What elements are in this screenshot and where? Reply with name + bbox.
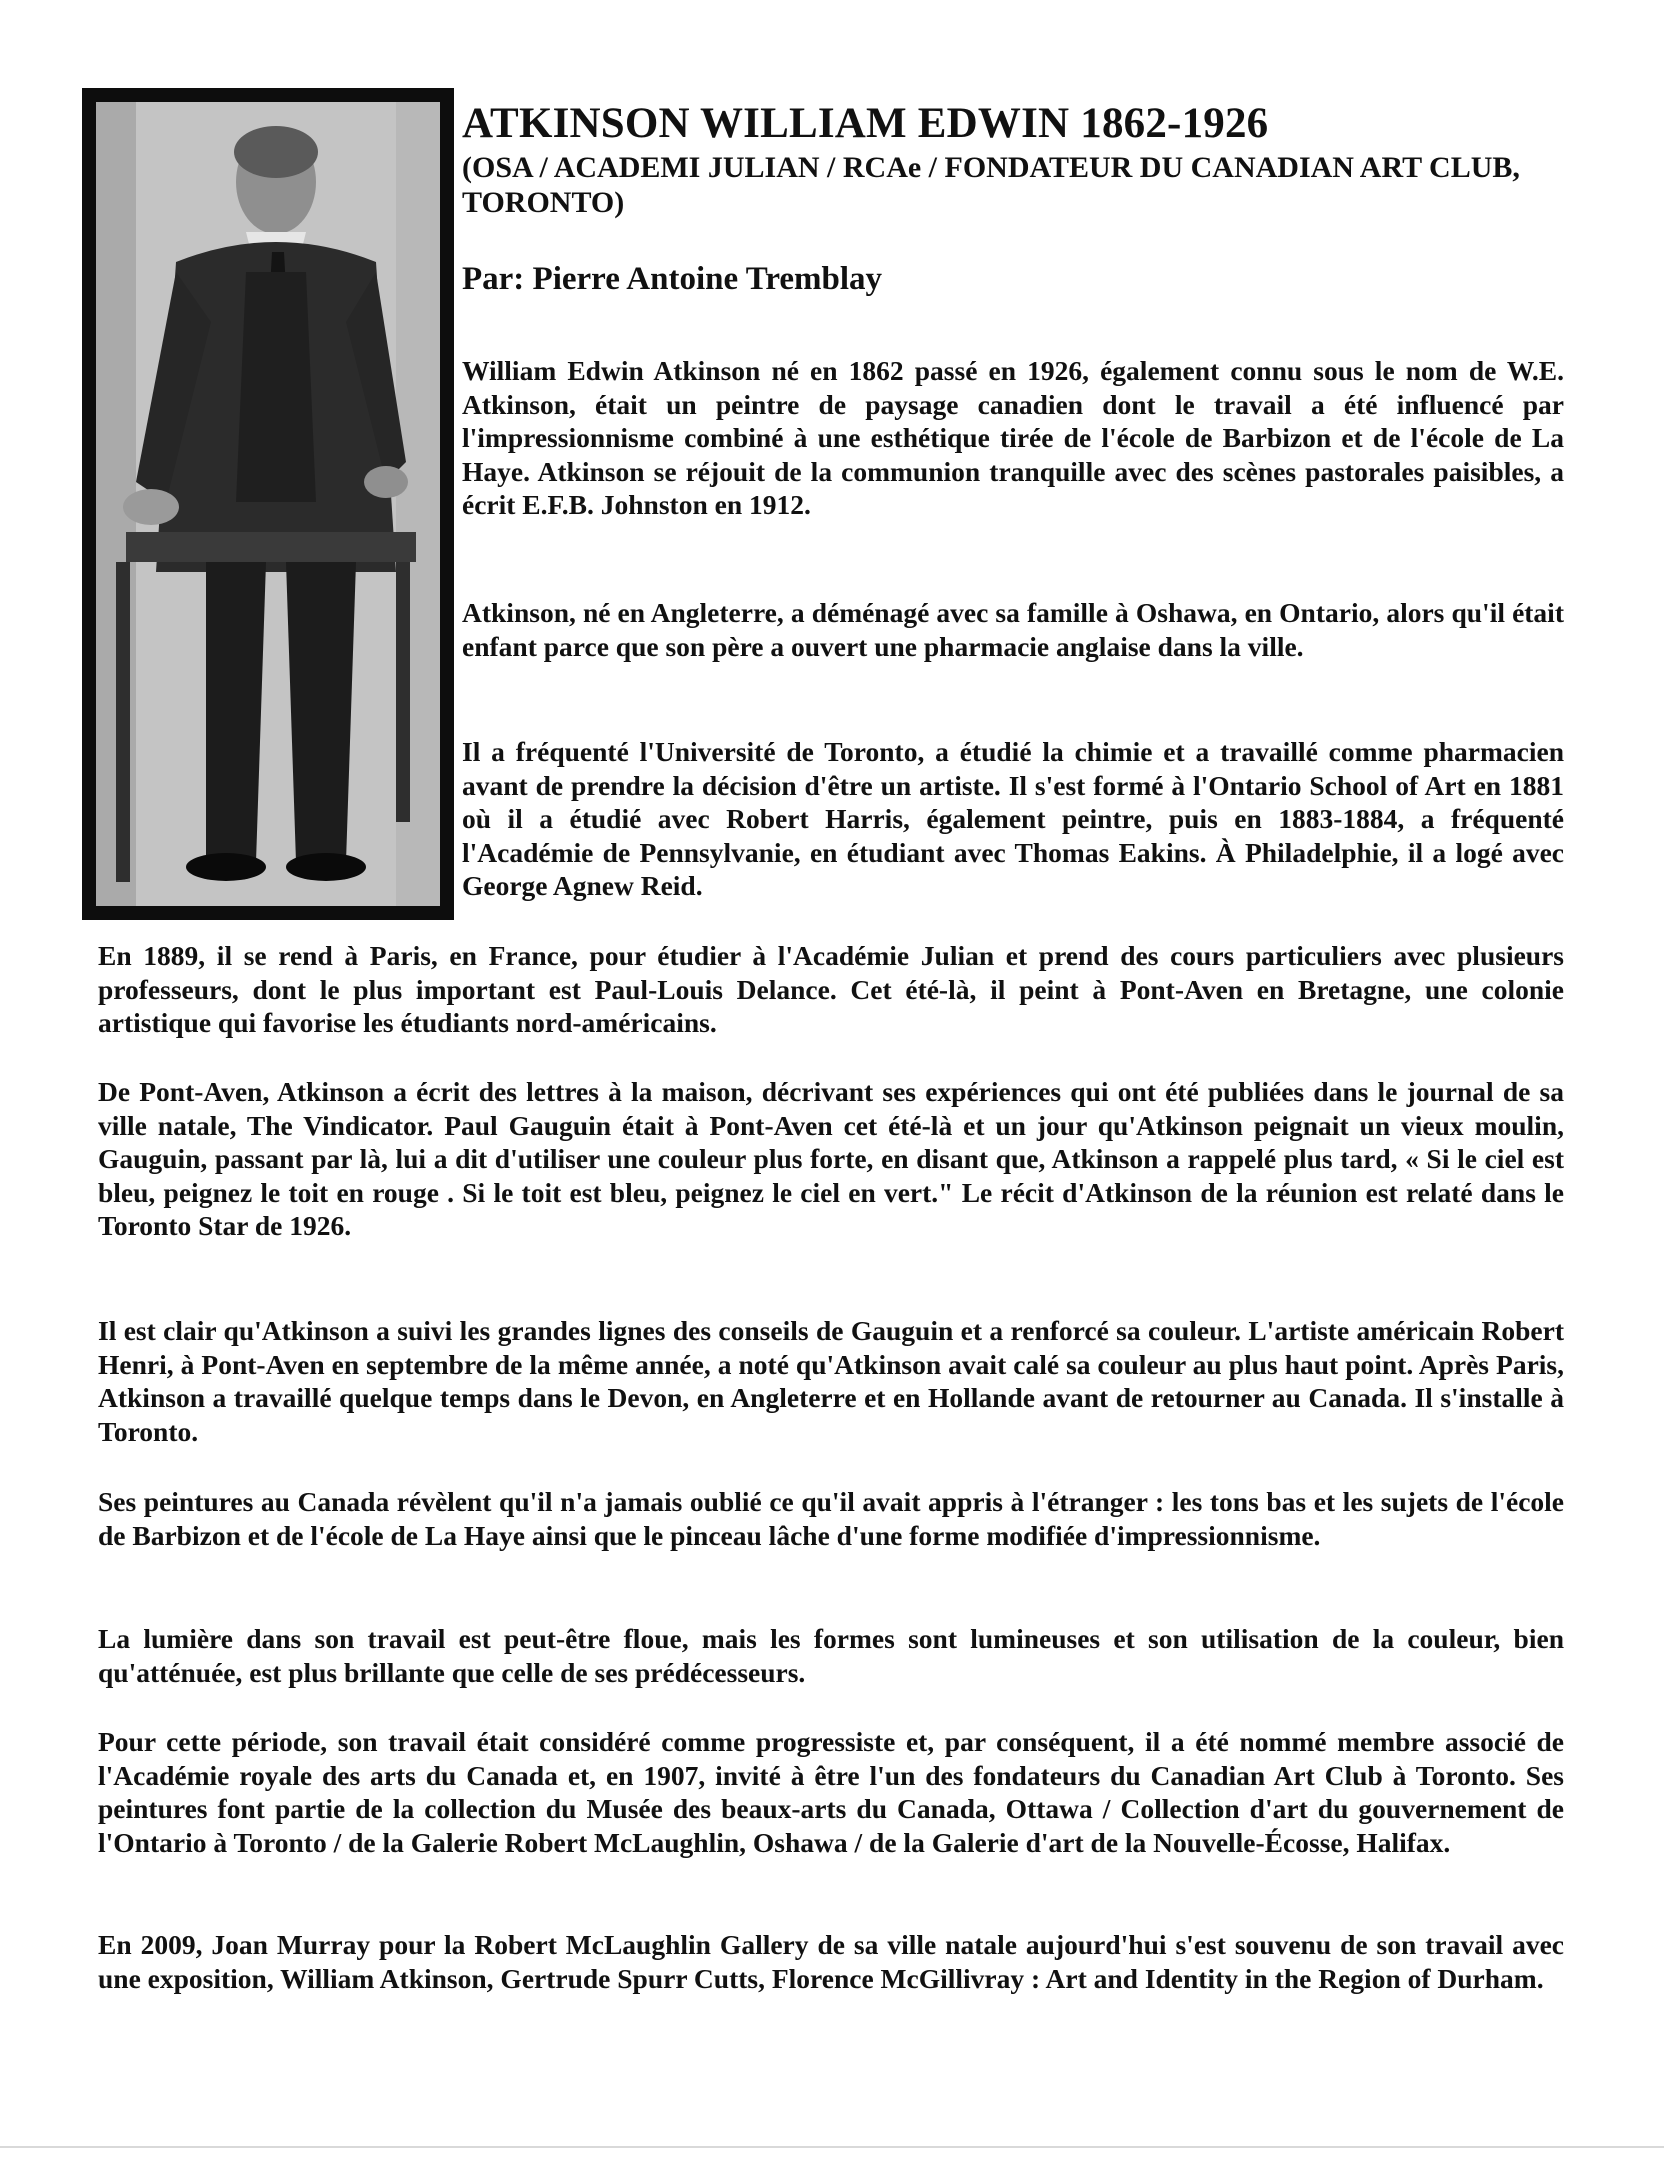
paragraph-3: Il a fréquenté l'Université de Toronto, a étudié la chimie et a travaillé comme pharmacien avant de prendre la décision d'être un artiste. Il s'est formé à l'Ontario School of Art en 1881 où il a étudié avec Robert Harris, également peintre, puis en 1883-1884, a fréquenté l'Académie de Pennsylvanie, en étudiant avec Thomas Eakins. À Philadelphie, il a logé avec George Agnew Reid. (462, 736, 1564, 902)
portrait-figure-icon (96, 102, 440, 906)
article-byline: Par: Pierre Antoine Tremblay (462, 261, 883, 297)
portrait-photo-frame (82, 88, 454, 920)
article-subtitle: (OSA / ACADEMI JULIAN / RCAe / FONDATEUR DU CANADIAN ART CLUB, TORONTO) (462, 151, 1520, 219)
paragraph-2: Atkinson, né en Angleterre, a déménagé avec sa famille à Oshawa, en Ontario, alors qu'il était enfant parce que son père a ouvert une pharmacie anglaise dans la ville. (462, 597, 1564, 662)
paragraph-9: Pour cette période, son travail était considéré comme progressiste et, par conséquent, il a été nommé membre associé de l'Académie royale des arts du Canada et, en 1907, invité à être l'un des fondateurs du Canadian Art Club à Toronto. Ses peintures font partie de la collection du Musée des beaux-arts du Canada, Ottawa / Collection d'art du gouvernement de l'Ontario à Toronto / de la Galerie Robert McLaughlin, Oshawa / de la Galerie d'art de la Nouvelle-Écosse, Halifax. (98, 1726, 1564, 1858)
page-bottom-edge (0, 2146, 1664, 2148)
article-header (462, 100, 1582, 298)
paragraph-4: En 1889, il se rend à Paris, en France, pour étudier à l'Académie Julian et prend des cours particuliers avec plusieurs professeurs, dont le plus important est Paul-Louis Delance. Cet été-là, il peint à Pont-Aven en Bretagne, une colonie artistique qui favorise les étudiants nord-américains. (98, 940, 1564, 1039)
paragraph-6: Il est clair qu'Atkinson a suivi les grandes lignes des conseils de Gauguin et a renforcé sa couleur. L'artiste américain Robert Henri, à Pont-Aven en septembre de la même année, a noté qu'Atkinson avait calé sa couleur au plus haut point. Après Paris, Atkinson a travaillé quelque temps dans le Devon, en Angleterre et en Hollande avant de retourner au Canada. Il s'installe à Toronto. (98, 1315, 1564, 1447)
paragraph-10: En 2009, Joan Murray pour la Robert McLaughlin Gallery de sa ville natale aujourd'hui s'est souvenu de son travail avec une exposition, William Atkinson, Gertrude Spurr Cutts, Florence McGillivray : Art and Identity in the Region of Durham. (98, 1929, 1564, 1994)
paragraph-5: De Pont-Aven, Atkinson a écrit des lettres à la maison, décrivant ses expériences qui ont été publiées dans le journal de sa ville natale, The Vindicator. Paul Gauguin était à Pont-Aven cet été-là et un jour qu'Atkinson peignait un vieux moulin, Gauguin, passant par là, lui a dit d'utiliser une couleur plus forte, en disant que, Atkinson a rappelé plus tard, « Si le ciel est bleu, peignez le toit en rouge . Si le toit est bleu, peignez le ciel en vert." Le récit d'Atkinson de la réunion est relaté dans le Toronto Star de 1926. (98, 1076, 1564, 1242)
paragraph-7: Ses peintures au Canada révèlent qu'il n'a jamais oublié ce qu'il avait appris à l'étranger : les tons bas et les sujets de l'école de Barbizon et de l'école de La Haye ainsi que le pinceau lâche d'une forme modifiée d'impressionnisme. (98, 1486, 1564, 1551)
paragraph-1: William Edwin Atkinson né en 1862 passé en 1926, également connu sous le nom de W.E. Atkinson, était un peintre de paysage canadien dont le travail a été influencé par l'impressionnisme combiné à une esthétique tirée de l'école de Barbizon et de l'école de La Haye. Atkinson se réjouit de la communion tranquille avec des scènes pastorales paisibles, a écrit E.F.B. Johnston en 1912. (462, 355, 1564, 521)
article-title: ATKINSON WILLIAM EDWIN 1862-1926 (462, 100, 1269, 147)
portrait-photo-icon (96, 102, 440, 906)
paragraph-8: La lumière dans son travail est peut-être floue, mais les formes sont lumineuses et son utilisation de la couleur, bien qu'atténuée, est plus brillante que celle de ses prédécesseurs. (98, 1623, 1564, 1688)
